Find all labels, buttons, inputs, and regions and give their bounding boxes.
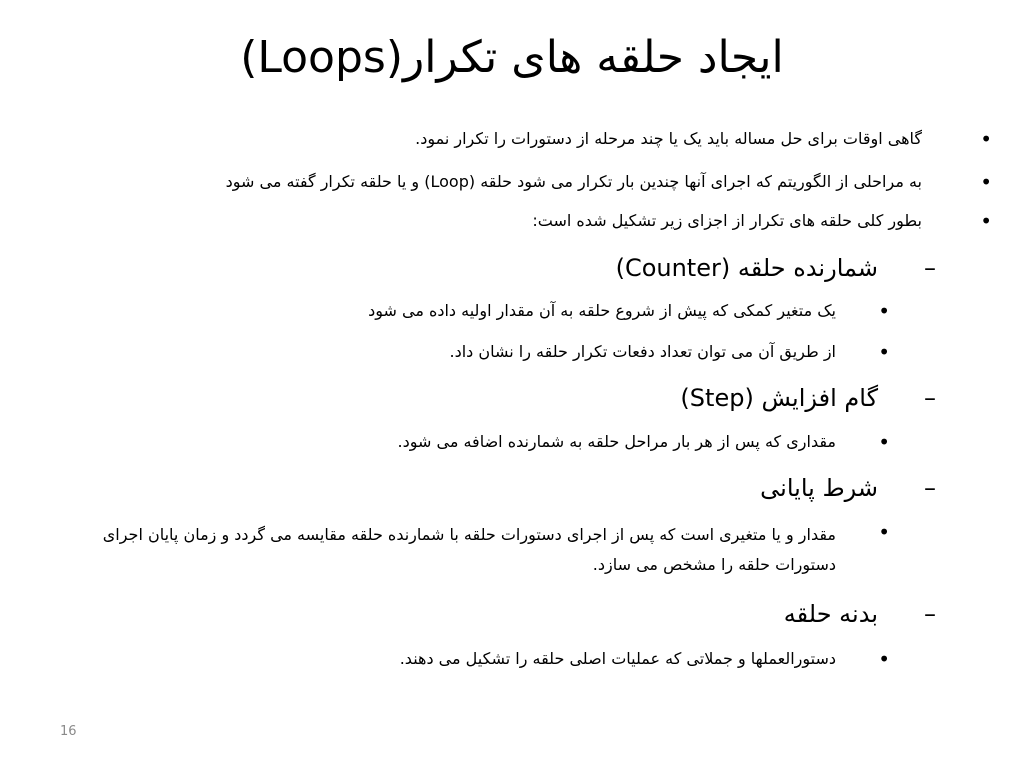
slide-title xyxy=(0,28,1024,88)
section-heading-step: گام افزایش (Step) xyxy=(680,384,878,412)
section-heading-body: بدنه حلقه xyxy=(783,600,878,628)
dash-marker: – xyxy=(924,254,936,282)
sub-bullet-marker: • xyxy=(878,430,890,454)
bullet-text-3: بطور کلی حلقه های تکرار از اجزای زیر تشکیل شده است: xyxy=(532,211,922,230)
section-heading-end-condition: شرط پایانی xyxy=(760,474,878,502)
slide-title-main: ایجاد حلقه های تکرار xyxy=(402,32,784,83)
section-heading-counter: شمارنده حلقه (Counter) xyxy=(615,254,878,282)
bullet-text-2: به مراحلی از الگوریتم که اجرای آنها چندین بار تکرار می شود حلقه (Loop) و یا حلقه تکرار گفته می شود xyxy=(225,172,922,191)
bullet-text-1: گاهی اوقات برای حل مساله باید یک یا چند مرحله از دستورات را تکرار نمود. xyxy=(415,129,922,148)
sub-bullet-marker: • xyxy=(878,520,890,544)
sub-bullet-text: مقدار و یا متغیری است که پس از اجرای دستورات حلقه با شمارنده حلقه مقایسه می گردد و زمان پایان اجرای دستورات حلقه را مشخص می سازد. xyxy=(102,525,836,574)
page-number: 16 xyxy=(60,724,77,739)
section-heading xyxy=(616,252,878,284)
section-heading xyxy=(760,472,878,504)
bullet-marker: • xyxy=(980,209,992,233)
bullet-marker: • xyxy=(980,127,992,151)
dash-marker: – xyxy=(924,384,936,412)
slide-title-latin: (Loops) xyxy=(240,32,403,83)
sub-bullet-text: دستورالعملها و جملاتی که عملیات اصلی حلقه را تشکیل می دهند. xyxy=(399,649,836,668)
section-heading xyxy=(680,382,878,414)
bullet-text xyxy=(532,209,922,233)
sub-bullet-marker: • xyxy=(878,299,890,323)
sub-bullet-marker: • xyxy=(878,647,890,671)
sub-bullet-marker: • xyxy=(878,340,890,364)
sub-bullet-text: یک متغیر کمکی که پیش از شروع حلقه به آن مقدار اولیه داده می شود xyxy=(368,301,836,320)
dash-marker: – xyxy=(924,600,936,628)
bullet-marker: • xyxy=(980,170,992,194)
sub-bullet-text: مقداری که پس از هر بار مراحل حلقه به شمارنده اضافه می شود. xyxy=(397,432,836,451)
bullet-text xyxy=(226,170,922,194)
section-heading xyxy=(784,598,878,630)
dash-marker: – xyxy=(924,474,936,502)
sub-bullet-text: از طریق آن می توان تعداد دفعات تکرار حلقه را نشان داد. xyxy=(449,342,836,361)
bullet-text xyxy=(415,127,922,151)
